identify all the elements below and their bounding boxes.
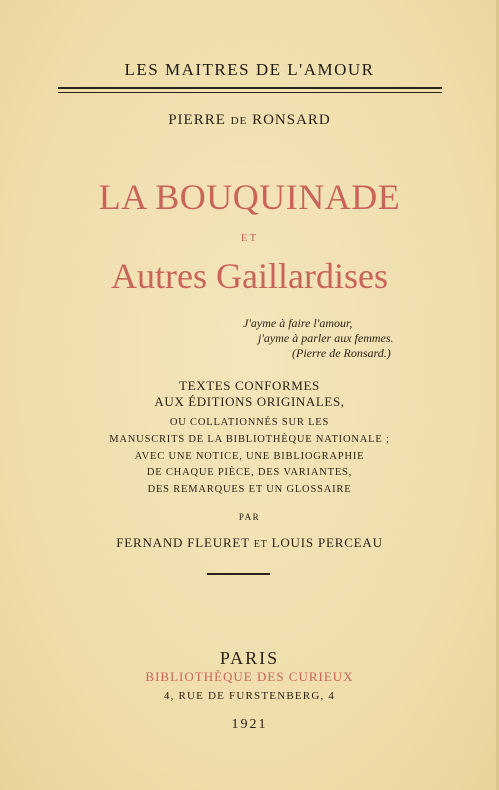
editors-line (0, 535, 499, 551)
author-name (0, 112, 499, 129)
epigraph-attribution: (Pierre de Ronsard.) (292, 346, 391, 360)
epigraph-line2: j'ayme à parler aux femmes. (258, 331, 394, 345)
description-line1: TEXTES CONFORMES (179, 378, 320, 393)
author-particle: DE (230, 115, 248, 127)
author-first: PIERRE (168, 112, 226, 128)
book-title-line2: Autres Gaillardises (111, 256, 388, 296)
epigraph-line1: J'ayme à faire l'amour, (243, 316, 353, 330)
imprint-address: 4, RUE DE FURSTENBERG, 4 (163, 690, 336, 702)
divider-rule (207, 573, 270, 575)
author-last: RONSARD (252, 112, 331, 128)
book-title-conjunction: ET (240, 232, 259, 244)
header-rule-thick (58, 87, 442, 89)
description-line5: AVEC UNE NOTICE, UNE BIBLIOGRAPHIE (134, 451, 365, 462)
editor-first: FERNAND FLEURET (116, 535, 250, 550)
imprint-city: PARIS (219, 648, 280, 668)
header-rule-thin (58, 92, 442, 93)
book-title-line1: LA BOUQUINADE (98, 177, 401, 217)
description-line2: AUX ÉDITIONS ORIGINALES, (154, 394, 345, 409)
description-line6: DE CHAQUE PIÈCE, DES VARIANTES, (146, 467, 353, 478)
imprint-publisher: BIBLIOTHÈQUE DES CURIEUX (145, 669, 354, 684)
editors-conjunction: ET (253, 539, 268, 550)
par-label: PAR (238, 512, 261, 522)
description-line4: MANUSCRITS DE LA BIBLIOTHÈQUE NATIONALE ; (109, 434, 390, 445)
editor-second: LOUIS PERCEAU (271, 535, 383, 550)
description-line3: OU COLLATIONNÉS SUR LES (169, 417, 330, 428)
series-title: LES MAITRES DE L'AMOUR (124, 60, 375, 79)
imprint-year: 1921 (231, 717, 268, 732)
description-line7: DES REMARQUES ET UN GLOSSAIRE (147, 484, 352, 495)
